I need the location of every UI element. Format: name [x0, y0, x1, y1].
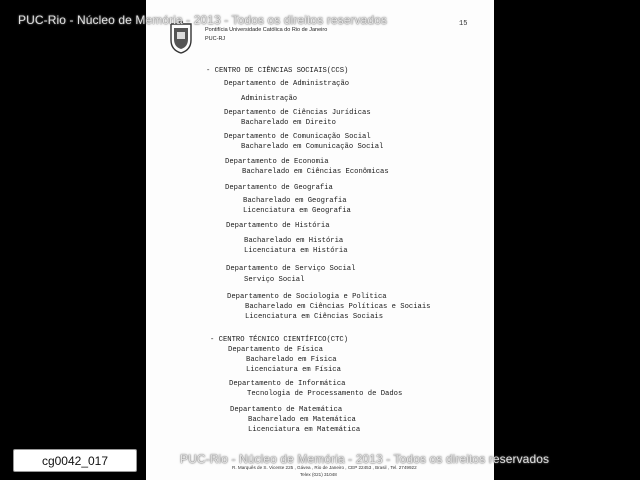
course-line: Licenciatura em Ciências Sociais — [245, 313, 384, 321]
department-line: Departamento de História — [226, 222, 330, 230]
department-line: Departamento de Administração — [224, 80, 350, 88]
course-line: Bacharelado em Comunicação Social — [241, 143, 384, 151]
institution-name: Pontifícia Universidade Católica do Rio de Janeiro — [205, 27, 328, 33]
department-line: Departamento de Comunicação Social — [224, 133, 371, 141]
department-line: Departamento de Geografia — [225, 184, 333, 192]
course-line: Tecnologia de Processamento de Dados — [247, 390, 403, 398]
department-line: Departamento de Informática — [229, 380, 346, 388]
center-heading: - CENTRO TÉCNICO CIENTÍFICO(CTC) — [210, 336, 349, 344]
course-line: Bacharelado em História — [244, 237, 344, 245]
course-line: Licenciatura em Física — [246, 366, 341, 374]
course-line: Administração — [241, 95, 298, 103]
course-line: Bacharelado em Direito — [241, 119, 336, 127]
course-line: Bacharelado em Ciências Econômicas — [242, 168, 389, 176]
department-line: Departamento de Serviço Social — [226, 265, 356, 273]
department-line: Departamento de Economia — [225, 158, 329, 166]
watermark-bottom: PUC-Rio - Núcleo de Memória - 2013 - Todos os direitos reservados — [180, 452, 550, 466]
department-line: Departamento de Física — [228, 346, 323, 354]
course-line: Serviço Social — [244, 276, 305, 284]
footer-address: R. Marquês de S. Vicente 225 , Gávea , Rio de Janeiro , CEP 22453 , Brasil , Tel. 2749922 — [232, 465, 417, 470]
course-line: Bacharelado em Geografia — [243, 197, 347, 205]
page-number: 15 — [459, 20, 468, 28]
course-line: Bacharelado em Física — [246, 356, 337, 364]
department-line: Departamento de Ciências Jurídicas — [224, 109, 371, 117]
course-line: Bacharelado em Ciências Políticas e Sociais — [245, 303, 431, 311]
institution-short: PUC-RJ — [205, 36, 226, 42]
center-heading: - CENTRO DE CIÊNCIAS SOCIAIS(CCS) — [206, 67, 349, 75]
watermark-top: PUC-Rio - Núcleo de Memória - 2013 - Todos os direitos reservados — [18, 13, 388, 27]
course-line: Licenciatura em Matemática — [248, 426, 361, 434]
course-line: Licenciatura em Geografia — [243, 207, 351, 215]
image-id-label: cg0042_017 — [13, 449, 137, 472]
footer-telex: Telex (021) 31048 — [300, 472, 337, 477]
course-line: Licenciatura em História — [244, 247, 348, 255]
department-line: Departamento de Matemática — [230, 406, 343, 414]
department-line: Departamento de Sociologia e Política — [227, 293, 387, 301]
course-line: Bacharelado em Matemática — [248, 416, 356, 424]
